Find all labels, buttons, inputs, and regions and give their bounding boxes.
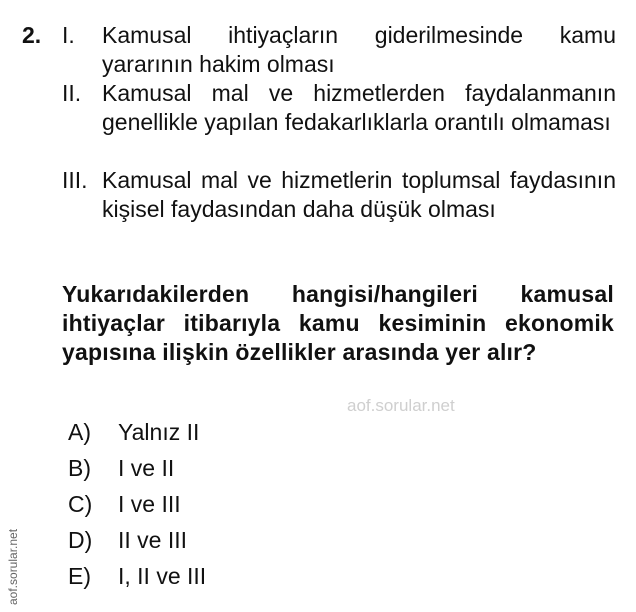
statement-item-2	[62, 79, 616, 137]
option-letter: A)	[68, 419, 91, 445]
statement-numeral: I.	[62, 22, 75, 48]
option-text: I, II ve III	[118, 563, 207, 589]
option-letter: D)	[68, 527, 93, 553]
statement-item-1	[62, 21, 616, 79]
statement-text: Kamusal mal ve hizmetlerin toplumsal faydasının kişisel faydasından daha düşük olması	[102, 167, 616, 222]
option-text: I ve III	[118, 491, 181, 517]
statement-item-3	[62, 166, 616, 224]
statement-numeral: III.	[62, 167, 88, 193]
question-number: 2.	[22, 22, 42, 48]
question-stem: Yukarıdakilerden hangisi/hangileri kamusal ihtiyaçlar itibarıyla kamu kesiminin ekonomik yapısına ilişkin özellikler arasında yer alır?	[62, 281, 614, 365]
side-watermark: aof.sorular.net	[6, 528, 20, 605]
statement-text: Kamusal mal ve hizmetlerden faydalanmanın genellikle yapılan fedakarlıklarla orantılı olmaması	[102, 80, 616, 135]
statement-numeral: II.	[62, 80, 82, 106]
center-watermark: aof.sorular.net	[347, 396, 455, 415]
statement-text: Kamusal ihtiyaçların giderilmesinde kamu yararının hakim olması	[102, 22, 616, 77]
option-letter: E)	[68, 563, 91, 589]
option-letter: B)	[68, 455, 91, 481]
option-text: I ve II	[118, 455, 175, 481]
option-letter: C)	[68, 491, 93, 517]
option-text: II ve III	[118, 527, 188, 553]
option-text: Yalnız II	[118, 419, 200, 445]
